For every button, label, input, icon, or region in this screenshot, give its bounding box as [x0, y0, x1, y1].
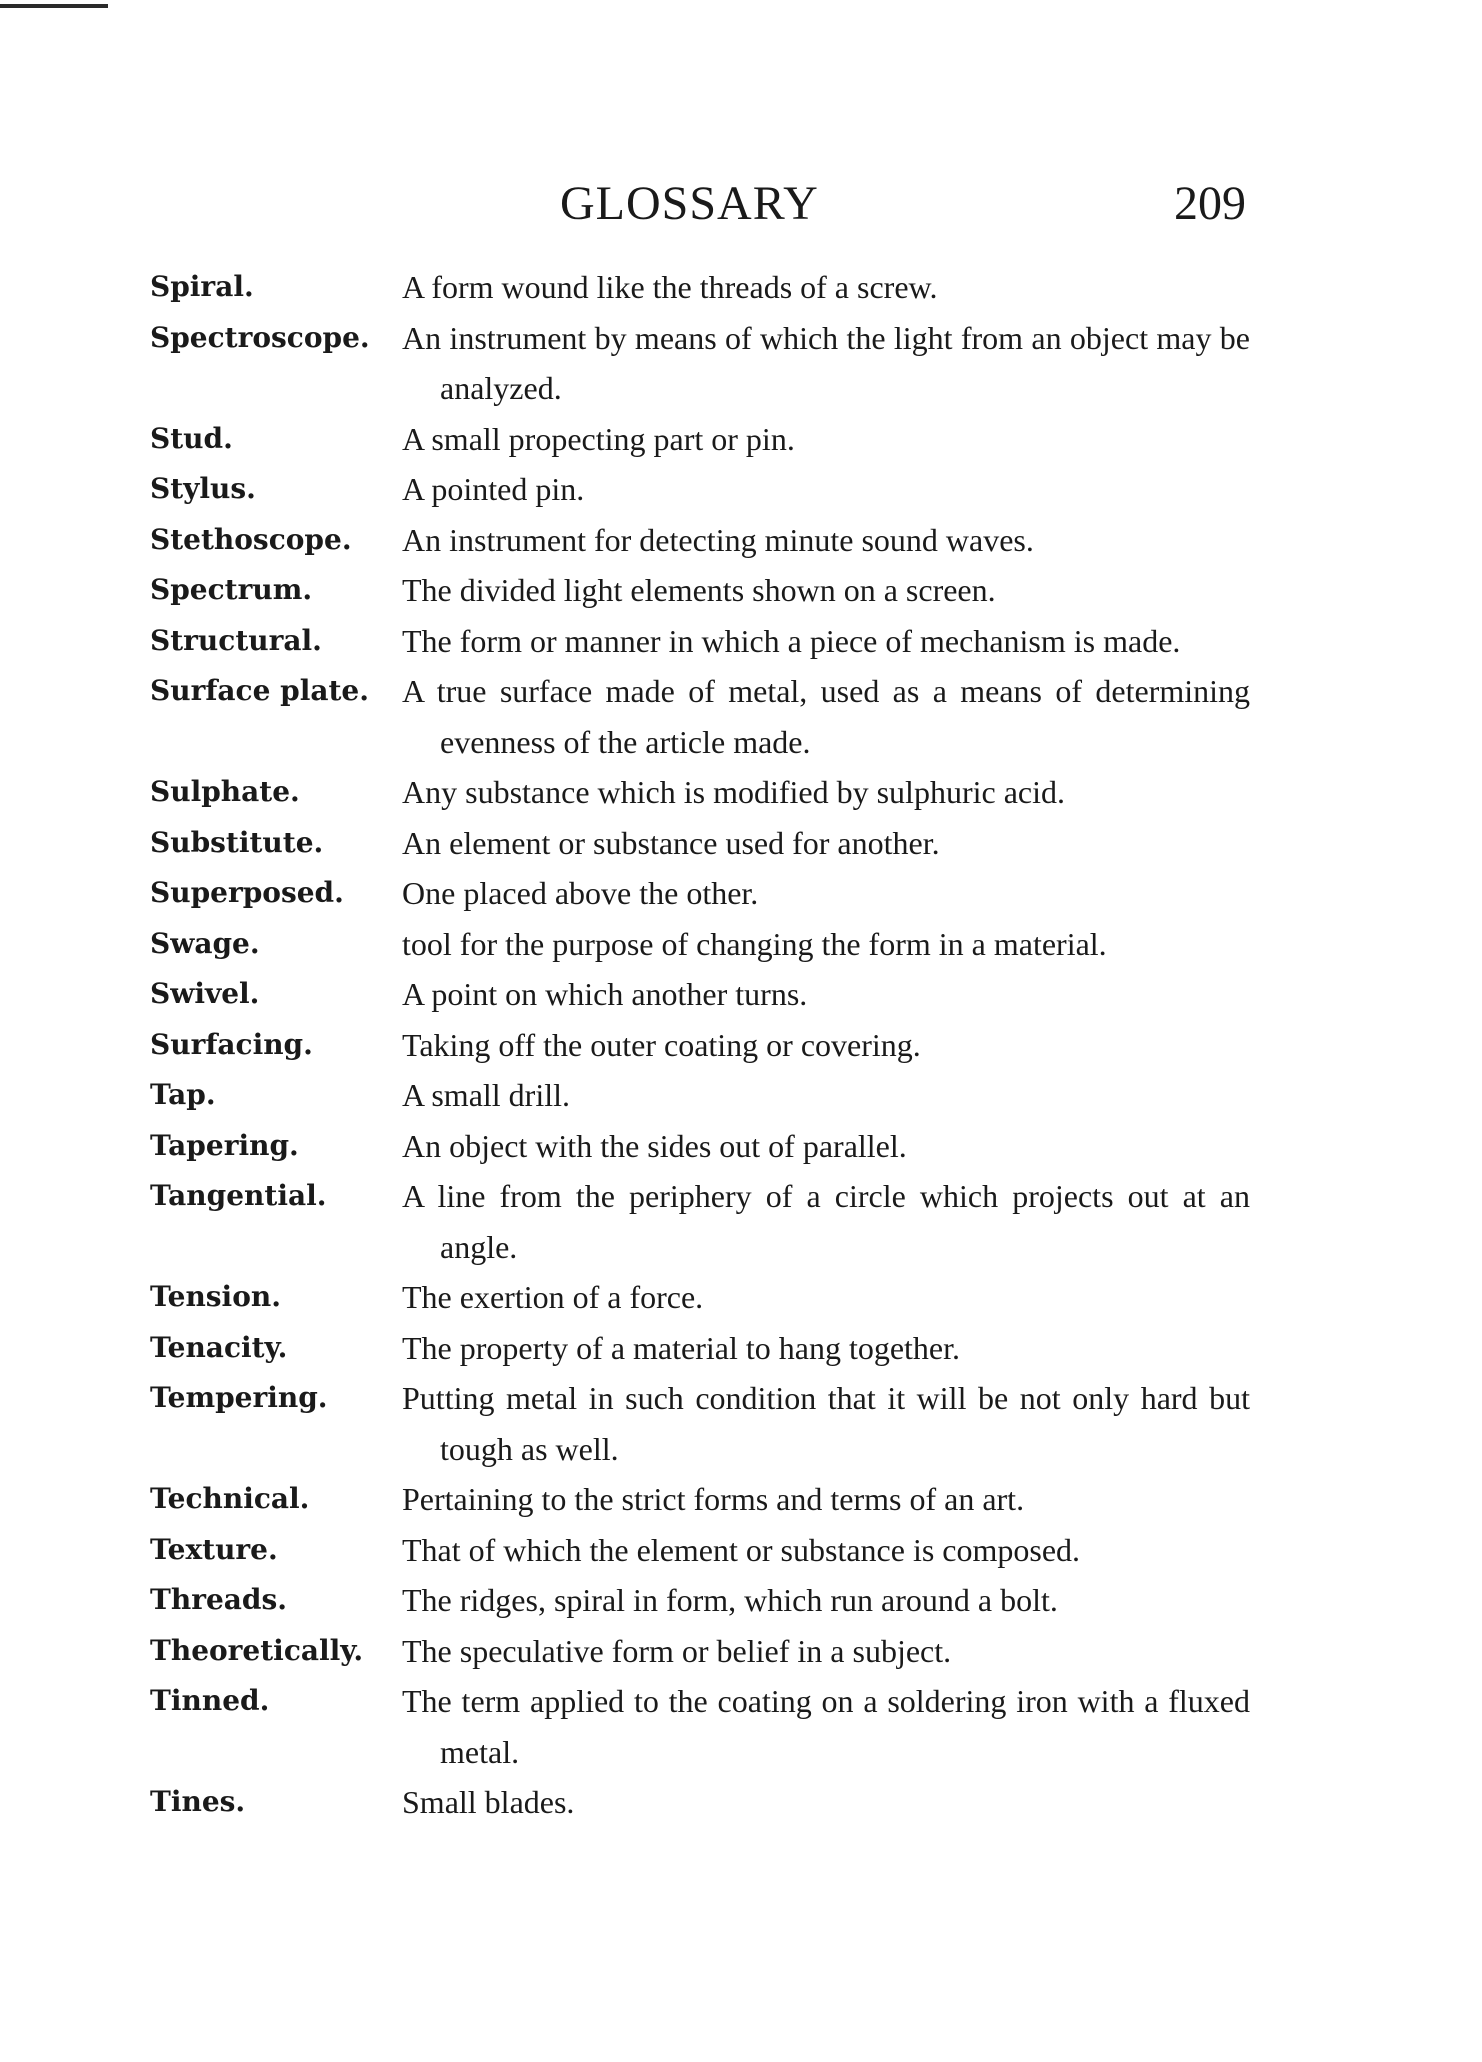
glossary-term: Tines. [150, 1785, 246, 1818]
glossary-entry [150, 818, 1250, 869]
glossary-term: Technical. [150, 1482, 310, 1515]
glossary-term: Tempering. [150, 1381, 328, 1414]
glossary-definition: The speculative form or belief in a subject. [402, 1632, 952, 1669]
glossary-term: Stud. [150, 421, 233, 455]
glossary-entry [150, 1676, 1250, 1777]
glossary-definition: A small drill. [402, 1077, 570, 1113]
glossary-term: Tangential. [150, 1179, 327, 1212]
glossary-entry [150, 1626, 1250, 1677]
glossary-term: Spectrum. [150, 573, 313, 606]
glossary-entry [150, 969, 1250, 1020]
glossary-entry [150, 1070, 1250, 1121]
glossary-entry [150, 1171, 1250, 1272]
glossary-definition: An element or substance used for another. [402, 824, 940, 861]
glossary-term: Stethoscope. [150, 522, 352, 556]
glossary-term: Threads. [150, 1583, 287, 1616]
glossary-term: Spiral. [150, 270, 254, 303]
glossary-term: Superposed. [150, 876, 344, 909]
glossary-definition: Pertaining to the strict forms and terms of an art. [402, 1481, 1025, 1517]
glossary-definition: Putting metal in such condition that it will be not only hard but tough as well. [402, 1380, 1250, 1467]
glossary-term: Tension. [150, 1280, 281, 1313]
glossary-definition: The property of a material to hang together. [402, 1329, 961, 1366]
glossary-term: Tenacity. [150, 1330, 288, 1364]
glossary-definition: An object with the sides out of parallel. [402, 1127, 907, 1164]
glossary-definition: A form wound like the threads of a screw. [402, 269, 938, 305]
glossary-term: Substitute. [150, 825, 324, 859]
glossary-term: Texture. [150, 1532, 278, 1566]
glossary-entry [150, 919, 1250, 970]
glossary-definition: Small blades. [402, 1784, 575, 1820]
glossary-entry [150, 1020, 1250, 1071]
glossary-term: Surface plate. [150, 674, 369, 707]
glossary-entry [150, 1121, 1250, 1172]
glossary-entry [150, 1525, 1250, 1576]
page-number: 209 [1174, 177, 1246, 230]
glossary-definition: tool for the purpose of changing the form in a material. [402, 925, 1107, 962]
glossary-term: Sulphate. [150, 775, 300, 808]
glossary-definition: One placed above the other. [402, 875, 759, 911]
page-title: GLOSSARY [560, 177, 819, 230]
glossary-definition: A line from the periphery of a circle which projects out at an angle. [402, 1178, 1250, 1265]
glossary-entry [150, 1575, 1250, 1626]
glossary-term: Tinned. [150, 1684, 270, 1717]
glossary-entry [150, 868, 1250, 919]
glossary-term: Tapering. [150, 1128, 299, 1162]
glossary-definition: Taking off the outer coating or covering. [402, 1026, 921, 1063]
glossary-entry [150, 616, 1250, 667]
glossary-entry [150, 313, 1250, 414]
glossary-term: Swivel. [150, 977, 260, 1010]
glossary-entry [150, 262, 1250, 313]
glossary-definition: Any substance which is modified by sulphuric acid. [402, 774, 1065, 810]
glossary-term: Theoretically. [150, 1633, 364, 1667]
glossary-definition: A true surface made of metal, used as a means of determining evenness of the article made. [402, 673, 1250, 760]
glossary-term: Structural. [150, 623, 322, 657]
glossary-term: Spectroscope. [150, 320, 370, 354]
glossary-entry [150, 1272, 1250, 1323]
scan-edge-mark [0, 4, 108, 8]
glossary-definition: An instrument for detecting minute sound waves. [402, 521, 1034, 558]
glossary-term: Surfacing. [150, 1027, 313, 1061]
glossary-entry [150, 1474, 1250, 1525]
glossary-definition: That of which the element or substance is composed. [402, 1531, 1081, 1568]
glossary-term: Tap. [150, 1078, 216, 1111]
glossary-term: Swage. [150, 926, 260, 960]
glossary-definition: A point on which another turns. [402, 976, 808, 1012]
page-header [0, 176, 1482, 236]
glossary-entry [150, 414, 1250, 465]
glossary-definition: The form or manner in which a piece of mechanism is made. [402, 622, 1181, 659]
glossary-entry [150, 515, 1250, 566]
glossary-definition: The ridges, spiral in form, which run around a bolt. [402, 1582, 1058, 1618]
glossary-entry [150, 1373, 1250, 1474]
glossary-entry [150, 767, 1250, 818]
glossary-entry [150, 565, 1250, 616]
glossary-entry [150, 1323, 1250, 1374]
glossary-entry [150, 1777, 1250, 1828]
glossary-entry [150, 464, 1250, 515]
glossary-definition: A small propecting part or pin. [402, 420, 795, 457]
glossary-entry [150, 666, 1250, 767]
glossary-definition: A pointed pin. [402, 471, 585, 507]
glossary-definition: The divided light elements shown on a screen. [402, 572, 996, 608]
glossary-list [150, 262, 1250, 1828]
glossary-term: Stylus. [150, 472, 256, 505]
glossary-definition: The exertion of a force. [402, 1279, 704, 1315]
glossary-definition: An instrument by means of which the light from an object may be analyzed. [402, 319, 1250, 406]
glossary-definition: The term applied to the coating on a soldering iron with a fluxed metal. [402, 1683, 1250, 1770]
